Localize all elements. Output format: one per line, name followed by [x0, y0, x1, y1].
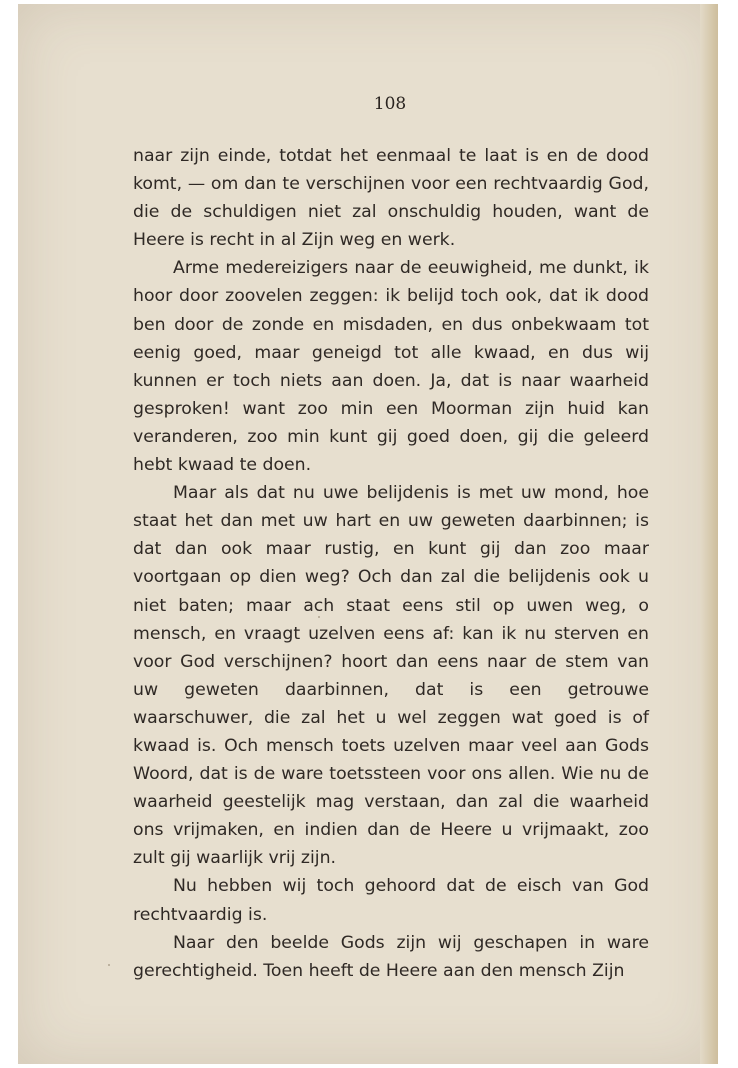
paragraph: Arme medereizigers naar de eeuwigheid, me dunkt, ik hoor door zoovelen zeggen: ik belijd toch ook, dat ik dood ben door de zonde en misdaden, en dus onbekwaam tot eenig goed, maar geneigd tot alle kwaad, en dus wij kunnen er toch niets aan doen. Ja, dat is naar waarheid gesproken! want zoo min een Moorman zijn huid kan veranderen, zoo min kunt gij goed doen, gij die geleerd hebt kwaad te doen. — [133, 258, 649, 476]
paragraph: Naar den beelde Gods zijn wij geschapen in ware gerechtigheid. Toen heeft de Heere aan den mensch Zijn — [133, 932, 649, 981]
paragraph: Nu hebben wij toch gehoord dat de eisch van God rechtvaardig is. — [133, 876, 649, 925]
body-text — [133, 142, 649, 985]
paragraph: naar zijn einde, totdat het eenmaal te laat is en de dood komt, — om dan te verschijnen voor een rechtvaardig God, die de schuldigen niet zal onschuldig houden, want de Heere is recht in al Zijn weg en werk. — [133, 146, 649, 251]
page-edge-shadow — [700, 4, 718, 1064]
paper-speck — [108, 964, 110, 966]
page-number: 108 — [373, 94, 407, 114]
paragraph: Maar als dat nu uwe belijdenis is met uw mond, hoe staat het dan met uw hart en uw geweten daarbinnen; is dat dan ook maar rustig, en kunt gij dan zoo maar voortgaan op dien weg? Och dan zal die belijdenis ook u niet baten; maar ach staat eens stil op uwen weg, o mensch, en vraagt uzelven eens af: kan ik nu sterven en voor God verschijnen? hoort dan eens naar de stem van uw geweten daarbinnen, dat is een getrouwe waarschuwer, die zal het u wel zeggen wat goed is of kwaad is. Och mensch toets uzelven maar veel aan Gods Woord, dat is de ware toetssteen voor ons allen. Wie nu de waarheid geestelijk mag verstaan, dan zal die waarheid ons vrijmaken, en indien dan de Heere u vrijmaakt, zoo zult gij waarlijk vrij zijn. — [133, 483, 649, 869]
